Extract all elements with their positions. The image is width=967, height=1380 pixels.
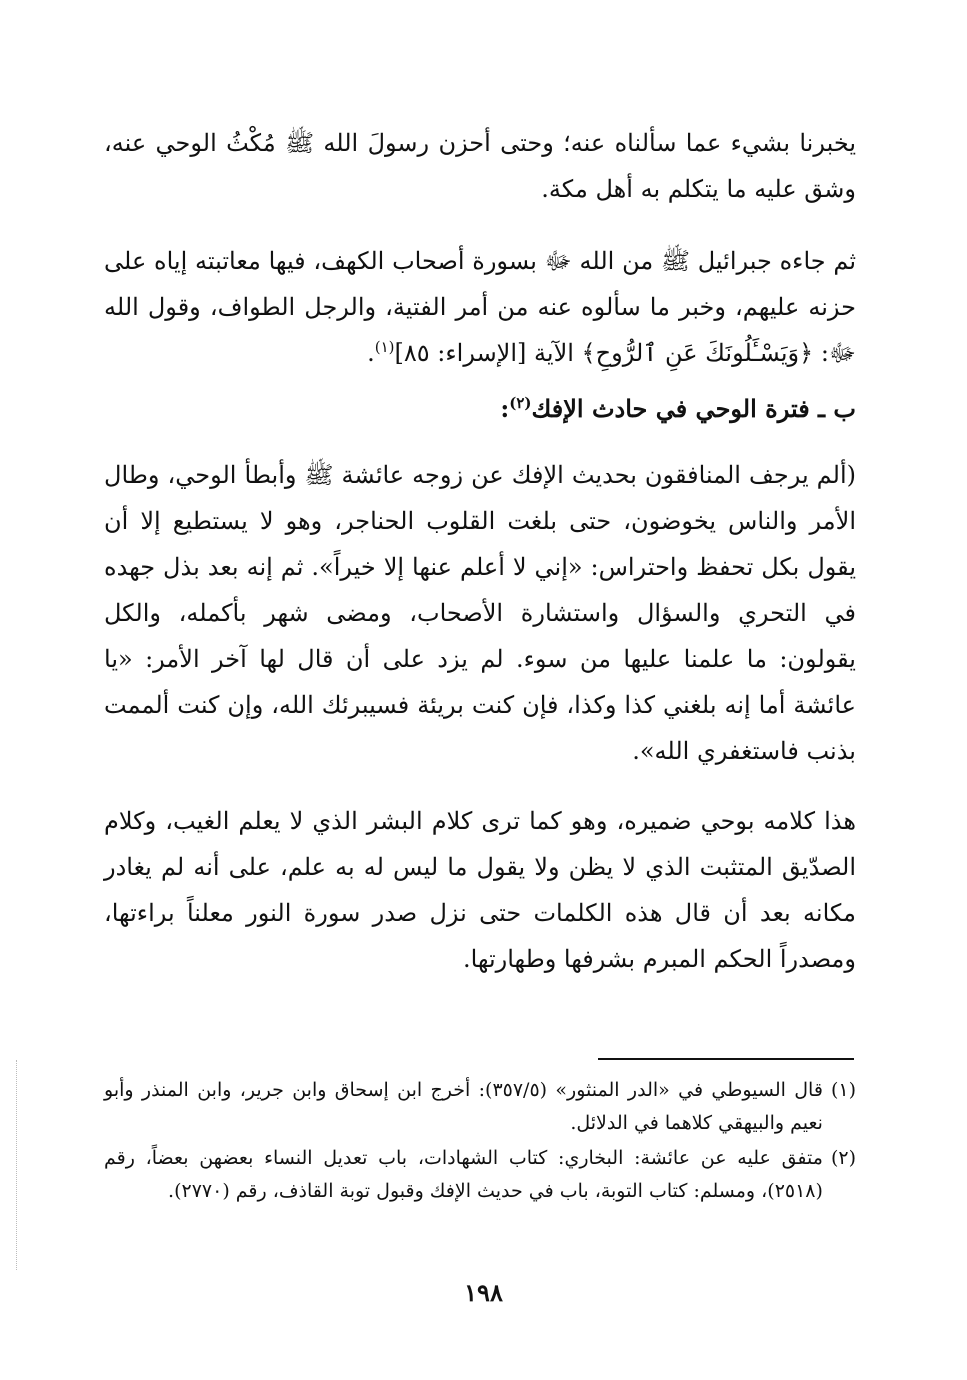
paragraph-3 xyxy=(104,452,856,774)
paragraph-2-text xyxy=(104,238,856,376)
paragraph-2-main: ثم جاءه جبرائيل ﷺ من الله ﷻ بسورة أصحاب الكهف، فيها معاتبته إياه على حزنه عليهم، وخبر ما سألوه عنه من أمر الفتية، والرجل الطواف، وقول الله ﷻ: ﴿وَيَسْـَٔلُونَكَ عَنِ ٱلرُّوحِ﴾ الآية [الإسراء: ٨٥] xyxy=(104,247,856,367)
paragraph-4-text: هذا كلامه بوحي ضميره، وهو كما ترى كلام البشر الذي لا يعلم الغيب، وكلام الصدّيق المتثبت الذي لا يظن ولا يقول ما ليس له به علم، على أنه لم يغادر مكانه بعد أن قال هذه الكلمات حتى نزل صدر سورة النور معلناً براءتها، ومصدراً الحكم المبرم بشرفها وطهارتها. xyxy=(104,807,856,973)
scan-margin-marks xyxy=(16,1060,27,1270)
footnote-2 xyxy=(104,1142,856,1208)
paragraph-1-text: يخبرنا بشيء عما سألناه عنه؛ وحتى أحزن رسولَ الله ﷺ مُكْثُ الوحي عنه، وشق عليه ما يتكلم به أهل مكة. xyxy=(104,129,856,203)
footnotes xyxy=(104,1074,856,1210)
footnote-separator xyxy=(598,1058,854,1060)
paragraph-2-end: . xyxy=(367,339,375,367)
footnote-ref-1[interactable]: (١) xyxy=(374,338,395,356)
section-heading xyxy=(104,386,856,432)
section-heading-text: ب ـ فترة الوحي في حادث الإفك xyxy=(531,394,856,423)
paragraph-2 xyxy=(104,238,856,376)
footnote-ref-2[interactable]: (٢) xyxy=(509,394,532,412)
paragraph-1 xyxy=(104,120,856,212)
section-heading-end: : xyxy=(500,394,510,423)
footnote-1-number: (١) xyxy=(830,1079,856,1101)
footnote-1 xyxy=(104,1074,856,1140)
page-body xyxy=(104,120,856,982)
footnote-1-text: قال السيوطي في «الدر المنثور» (٣٥٧/٥): أخرج ابن إسحاق وابن جرير، وابن المنذر وأبو نعيم والبيهقي كلاهما في الدلائل. xyxy=(104,1079,823,1134)
page-number: ١٩٨ xyxy=(464,1278,503,1307)
footnote-2-text: متفق عليه عن عائشة: البخاري: كتاب الشهادات، باب تعديل النساء بعضهن بعضاً، رقم (٢٥١٨)، ومسلم: كتاب التوبة، باب في حديث الإفك وقبول توبة القاذف، رقم (٢٧٧٠). xyxy=(104,1147,823,1202)
footnote-2-number: (٢) xyxy=(830,1147,856,1169)
paragraph-4 xyxy=(104,798,856,982)
paragraph-3-text: (ألم يرجف المنافقون بحديث الإفك عن زوجه عائشة ﷺ وأبطأ الوحي، وطال الأمر والناس يخوضون، حتى بلغت القلوب الحناجر، وهو لا يستطيع إلا أن يقول بكل تحفظ واحتراس: «إني لا أعلم عنها إلا خيراً». ثم إنه بعد بذل جهده في التحري والسؤال واستشارة الأصحاب، ومضى شهر بأكمله، والكل يقولون: ما علمنا عليها من سوء. لم يزد على أن قال لها آخر الأمر: «يا عائشة أما إنه بلغني كذا وكذا، فإن كنت بريئة فسيبرئك الله، وإن كنت ألممت بذنب فاستغفري الله». xyxy=(104,461,856,765)
